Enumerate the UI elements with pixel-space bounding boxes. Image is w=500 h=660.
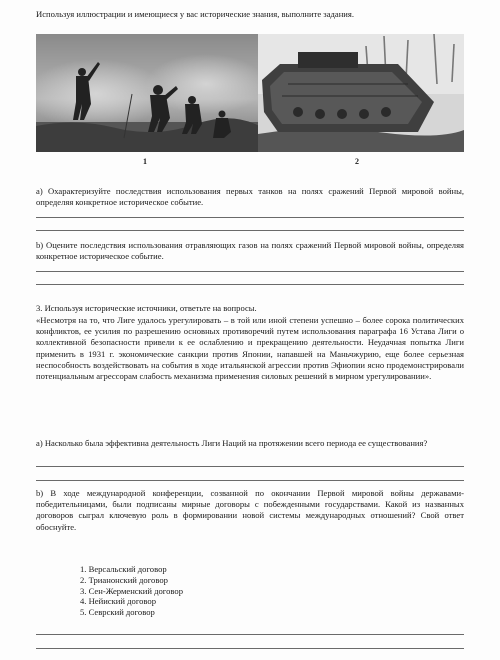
treaty-item: 4. Нейиский договор <box>80 596 157 607</box>
soldiers-gas-attack-photo <box>36 34 266 152</box>
treaty-item: 2. Трианонский договор <box>80 574 168 585</box>
answer-line[interactable] <box>36 284 464 285</box>
question-a-text: а) Насколько была эффективна деятельность Лиги Наций на протяжении всего периода ее существования? <box>36 438 428 448</box>
intro-instruction: Используя иллюстрации и имеющиеся у вас исторические знания, выполните задания. <box>36 9 355 19</box>
section3-heading: 3. Используя исторические источники, ответьте на вопросы. <box>36 303 257 313</box>
photo-caption-1: 1 <box>143 157 147 166</box>
answer-line[interactable] <box>36 230 464 231</box>
source-quote: «Несмотря на то, что Лиге удалось урегулировать – в той или иной степени успешно – более сорока политических конфликтов, ее усилия по разрешению основных противоречий путем использования параграфа 16 Устава Лиги о коллективной безопасности привели к ее ослаблению и прекращению деятельности. Неудачная попытка Лиги применить в 1931 г. экономические санкции против Японии, напавшей на Маньчжурию, еще более серьезная неспособность воздействовать на события в ходе итальянской агрессии против Эфиопии ясно продемонстрировали потенциальным агрессорам слабость механизма применения силовых решений в мирном урегулировании». <box>36 315 464 382</box>
treaty-list <box>80 564 183 618</box>
task-b-text: b) Оцените последствия использования отравляющих газов на полях сражений Первой мировой войны, определяя конкретное историческое событие. <box>36 240 464 262</box>
illustrations <box>36 34 464 152</box>
photo-caption-2: 2 <box>355 157 359 166</box>
task-a-text: а) Охарактеризуйте последствия использования первых танков на полях сражений Первой мировой войны, определяя конкретное историческое событие. <box>36 186 464 208</box>
answer-line[interactable] <box>36 217 464 218</box>
treaty-item: 5. Севрский договор <box>80 607 155 618</box>
answer-line[interactable] <box>36 271 464 272</box>
question-b-text: b) В ходе международной конференции, созванной по окончании Первой мировой войны державами-победительницами, были подписаны мирные договоры с побежденными государствами. Какой из названных договоров сыграл ключевую роль в формировании новой системы международных отношений? Свой ответ обоснуйте. <box>36 488 464 532</box>
treaty-item: 1. Версальский договор <box>80 564 167 574</box>
answer-line[interactable] <box>36 634 464 635</box>
tank-photo <box>258 34 464 152</box>
answer-line[interactable] <box>36 648 464 649</box>
treaty-item: 3. Сен-Жерменский договор <box>80 585 184 596</box>
answer-line[interactable] <box>36 480 464 481</box>
answer-line[interactable] <box>36 466 464 467</box>
